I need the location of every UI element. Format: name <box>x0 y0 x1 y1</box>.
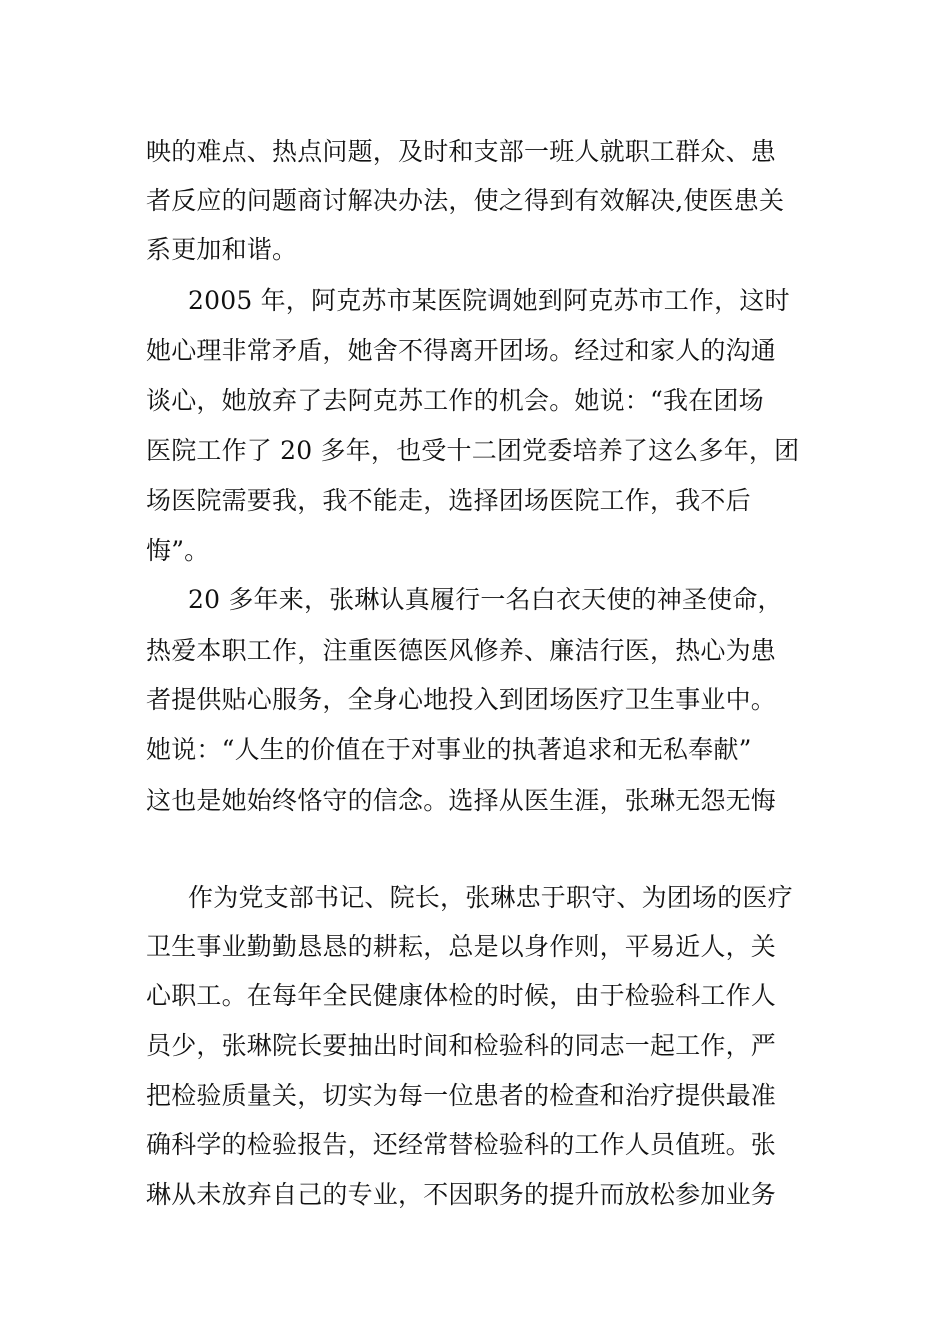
paragraph-1-line-3: 系更加和谐。 <box>146 235 298 264</box>
paragraph-3-line-2: 热爱本职工作，注重医德医风修养、廉洁行医，热心为患 <box>146 636 777 665</box>
paragraph-4-line-3: 心职工。在每年全民健康体检的时候，由于检验科工作人 <box>146 981 777 1010</box>
paragraph-4-line-6: 确科学的检验报告，还经常替检验科的工作人员值班。张 <box>146 1130 777 1159</box>
paragraph-1-line-1: 映的难点、热点问题，及时和支部一班人就职工群众、患 <box>146 137 777 166</box>
paragraph-4-line-4: 员少，张琳院长要抽出时间和检验科的同志一起工作，严 <box>146 1031 777 1060</box>
paragraph-3-line-3: 者提供贴心服务，全身心地投入到团场医疗卫生事业中。 <box>146 685 777 714</box>
paragraph-2-line-5: 场医院需要我，我不能走，选择团场医院工作，我不后 <box>146 486 751 515</box>
paragraph-4-line-2: 卫生事业勤勤恳恳的耕耘，总是以身作则，平易近人，关 <box>146 932 777 961</box>
paragraph-4-line-5: 把检验质量关，切实为每一位患者的检查和治疗提供最准 <box>146 1081 777 1110</box>
paragraph-3-line-1: 20 多年来，张琳认真履行一名白衣天使的神圣使命， <box>188 585 783 614</box>
paragraph-2-line-6: 悔”。 <box>146 536 210 565</box>
paragraph-2-line-3: 谈心，她放弃了去阿克苏工作的机会。她说：“我在团场 <box>146 386 764 415</box>
paragraph-3-line-4: 她说：“人生的价值在于对事业的执著追求和无私奉献” <box>146 735 752 764</box>
paragraph-2-line-4: 医院工作了 20 多年，也受十二团党委培养了这么多年，团 <box>146 436 800 465</box>
paragraph-1-line-2: 者反应的问题商讨解决办法，使之得到有效解决,使医患关 <box>146 186 785 215</box>
paragraph-4-line-1: 作为党支部书记、院长，张琳忠于职守、为团场的医疗 <box>188 883 793 912</box>
paragraph-4-line-7: 琳从未放弃自己的专业，不因职务的提升而放松参加业务 <box>146 1180 777 1209</box>
paragraph-3-line-5: 这也是她始终恪守的信念。选择从医生涯，张琳无怨无悔 <box>146 786 777 815</box>
paragraph-2-line-2: 她心理非常矛盾，她舍不得离开团场。经过和家人的沟通 <box>146 336 777 365</box>
paragraph-2-line-1: 2005 年，阿克苏市某医院调她到阿克苏市工作，这时 <box>188 286 790 315</box>
